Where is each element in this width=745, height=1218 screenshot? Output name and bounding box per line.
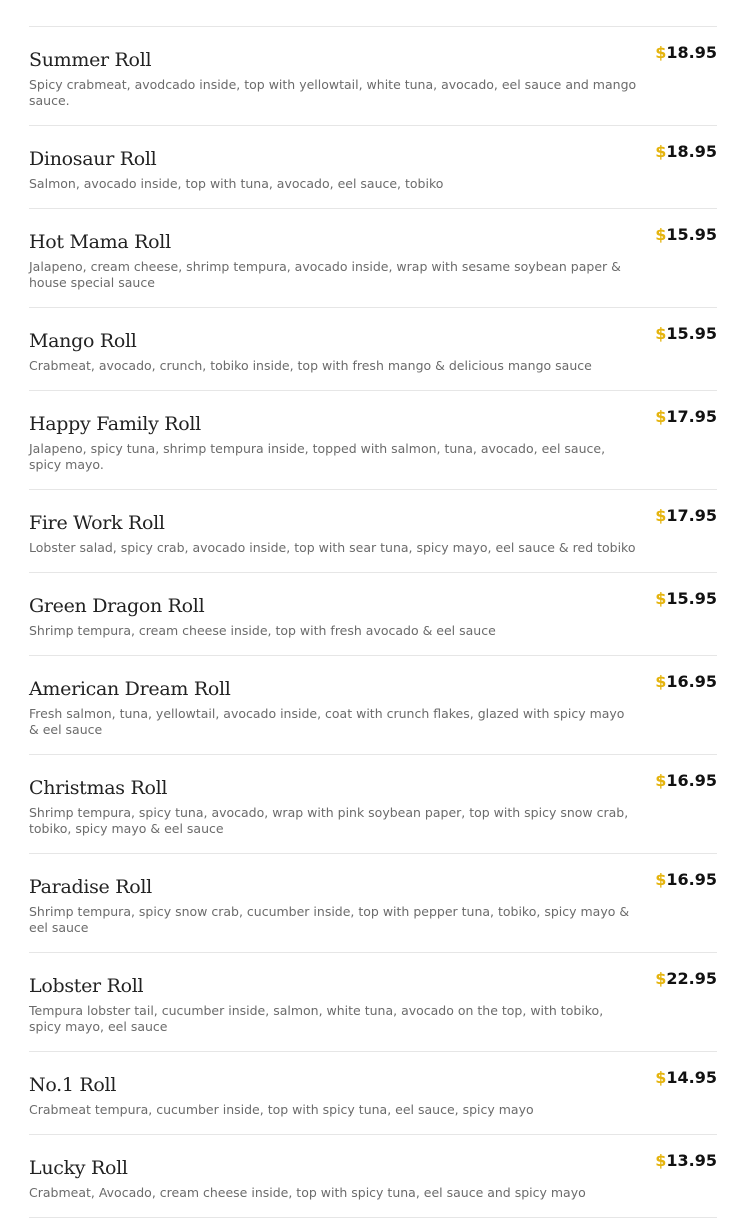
price-value: 22.95 — [666, 969, 717, 988]
item-price — [655, 870, 717, 889]
price-value: 16.95 — [666, 870, 717, 889]
menu-item[interactable] — [29, 126, 717, 209]
currency-symbol: $ — [655, 771, 667, 790]
currency-symbol: $ — [655, 672, 667, 691]
price-value: 15.95 — [666, 324, 717, 343]
item-name: Lucky Roll — [29, 1157, 128, 1179]
currency-symbol: $ — [655, 1068, 667, 1087]
item-price — [655, 43, 717, 62]
price-value: 16.95 — [666, 771, 717, 790]
item-price — [655, 324, 717, 343]
currency-symbol: $ — [655, 1151, 667, 1170]
item-name: Lobster Roll — [29, 975, 144, 997]
menu-item[interactable] — [29, 308, 717, 391]
menu-item[interactable] — [29, 490, 717, 573]
currency-symbol: $ — [655, 225, 667, 244]
menu-item[interactable] — [29, 209, 717, 308]
price-value: 15.95 — [666, 225, 717, 244]
item-price — [655, 407, 717, 426]
price-value: 15.95 — [666, 589, 717, 608]
item-description: Fresh salmon, tuna, yellowtail, avocado inside, coat with crunch flakes, glazed with spicy mayo & eel sauce — [29, 706, 625, 737]
item-price — [655, 506, 717, 525]
menu-list — [29, 0, 717, 1218]
currency-symbol: $ — [655, 506, 667, 525]
item-description: Crabmeat tempura, cucumber inside, top with spicy tuna, eel sauce, spicy mayo — [29, 1102, 534, 1117]
menu-item[interactable] — [29, 391, 717, 490]
currency-symbol: $ — [655, 43, 667, 62]
item-description: Jalapeno, spicy tuna, shrimp tempura inside, topped with salmon, tuna, avocado, eel sauce, spicy mayo. — [29, 441, 606, 472]
menu-item[interactable] — [29, 1052, 717, 1135]
menu-item[interactable] — [29, 953, 717, 1052]
item-price — [655, 225, 717, 244]
item-price — [655, 771, 717, 790]
currency-symbol: $ — [655, 324, 667, 343]
price-value: 13.95 — [666, 1151, 717, 1170]
item-description: Salmon, avocado inside, top with tuna, avocado, eel sauce, tobiko — [29, 176, 444, 191]
item-description: Shrimp tempura, spicy snow crab, cucumber inside, top with pepper tuna, tobiko, spicy mayo & eel sauce — [29, 904, 630, 935]
item-description: Shrimp tempura, cream cheese inside, top with fresh avocado & eel sauce — [29, 623, 496, 638]
item-description: Crabmeat, avocado, crunch, tobiko inside, top with fresh mango & delicious mango sauce — [29, 358, 592, 373]
item-name: Paradise Roll — [29, 876, 152, 898]
item-description: Spicy crabmeat, avodcado inside, top with yellowtail, white tuna, avocado, eel sauce and mango sauce. — [29, 77, 637, 108]
currency-symbol: $ — [655, 589, 667, 608]
item-price — [655, 672, 717, 691]
currency-symbol: $ — [655, 142, 667, 161]
item-name: Christmas Roll — [29, 777, 168, 799]
currency-symbol: $ — [655, 870, 667, 889]
item-price — [655, 969, 717, 988]
item-price — [655, 1068, 717, 1087]
price-value: 17.95 — [666, 407, 717, 426]
item-description: Shrimp tempura, spicy tuna, avocado, wrap with pink soybean paper, top with spicy snow crab, tobiko, spicy mayo & eel sauce — [29, 805, 629, 836]
item-description: Tempura lobster tail, cucumber inside, salmon, white tuna, avocado on the top, with tobiko, spicy mayo, eel sauce — [29, 1003, 604, 1034]
price-value: 18.95 — [666, 43, 717, 62]
menu-item[interactable] — [29, 755, 717, 854]
item-description: Crabmeat, Avocado, cream cheese inside, top with spicy tuna, eel sauce and spicy mayo — [29, 1185, 586, 1200]
item-name: Summer Roll — [29, 49, 152, 71]
menu-item[interactable] — [29, 0, 717, 27]
price-value: 14.95 — [666, 1068, 717, 1087]
menu-item[interactable] — [29, 27, 717, 126]
price-value: 17.95 — [666, 506, 717, 525]
item-name: American Dream Roll — [29, 678, 231, 700]
item-name: Fire Work Roll — [29, 512, 165, 534]
price-value: 16.95 — [666, 672, 717, 691]
menu-item[interactable] — [29, 656, 717, 755]
item-name: Dinosaur Roll — [29, 148, 157, 170]
item-description: Lobster salad, spicy crab, avocado inside, top with sear tuna, spicy mayo, eel sauce & red tobiko — [29, 540, 636, 555]
item-name: No.1 Roll — [29, 1074, 117, 1096]
item-name: Mango Roll — [29, 330, 137, 352]
item-price — [655, 589, 717, 608]
item-description: Jalapeno, cream cheese, shrimp tempura, avocado inside, wrap with sesame soybean paper & house special sauce — [29, 259, 621, 290]
item-name: Hot Mama Roll — [29, 231, 171, 253]
menu-item[interactable] — [29, 573, 717, 656]
currency-symbol: $ — [655, 407, 667, 426]
item-price — [655, 1151, 717, 1170]
price-value: 18.95 — [666, 142, 717, 161]
item-name: Green Dragon Roll — [29, 595, 205, 617]
menu-item[interactable] — [29, 854, 717, 953]
item-price — [655, 142, 717, 161]
currency-symbol: $ — [655, 969, 667, 988]
item-name: Happy Family Roll — [29, 413, 201, 435]
menu-item[interactable] — [29, 1135, 717, 1218]
